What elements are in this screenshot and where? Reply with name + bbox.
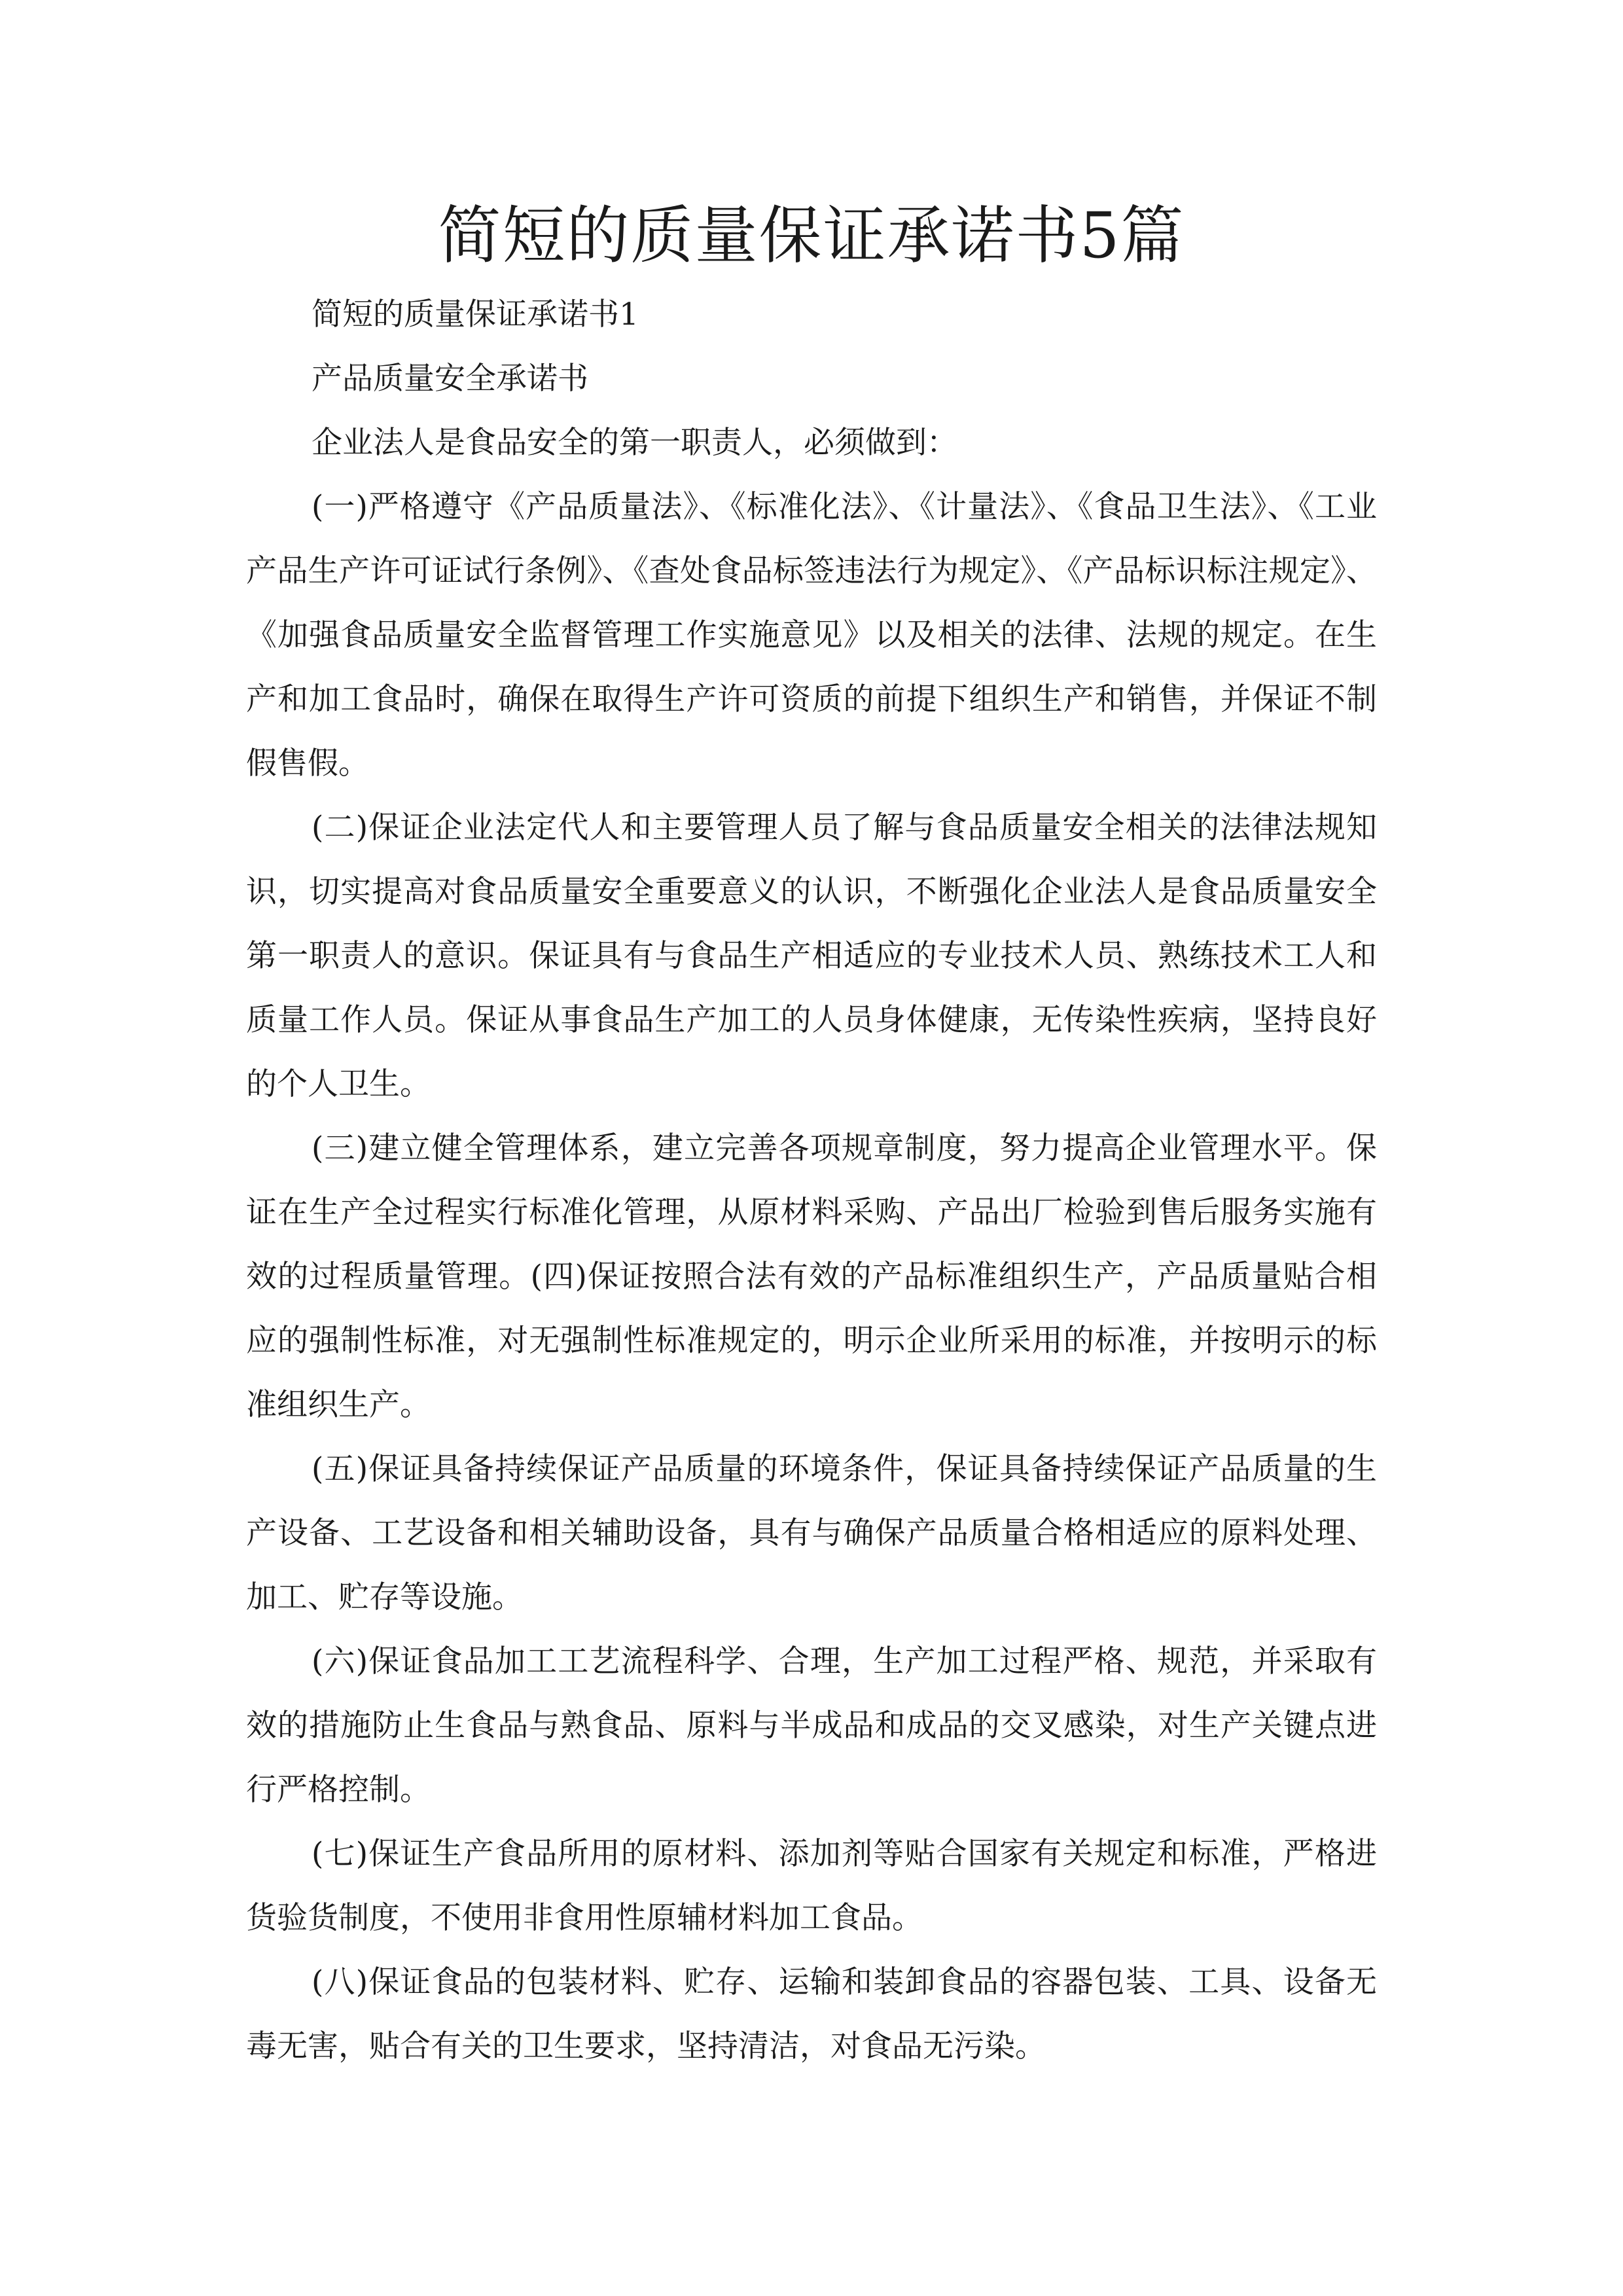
section-heading: 简短的质量保证承诺书1 [312, 296, 639, 332]
paragraph-2: (二)保证企业法定代人和主要管理人员了解与食品质量安全相关的法律法规知识，切实提高对食品质量安全重要意义的认识，不断强化企业法人是食品质量安全第一职责人的意识。保证具有与食品生产相适应的专业技术人员、熟练技术工人和质量工作人员。保证从事食品生产加工的人员身体健康，无传染性疾病，坚持良好的个人卫生。 [246, 810, 1377, 1102]
intro-text: 企业法人是食品安全的第一职责人，必须做到： [312, 425, 957, 461]
paragraph-1: (一)严格遵守《产品质量法》、《标准化法》、《计量法》、《食品卫生法》、《工业产品生产许可证试行条例》、《查处食品标签违法行为规定》、《产品标识标注规定》、《加强食品质量安全监督管理工作实施意见》以及相关的法律、法规的规定。在生产和加工食品时，确保在取得生产许可资质的前提下组织生产和销售，并保证不制假售假。 [246, 489, 1377, 781]
paragraph-8: (八)保证食品的包装材料、贮存、运输和装卸食品的容器包装、工具、设备无毒无害，贴合有关的卫生要求，坚持清洁，对食品无污染。 [246, 1964, 1377, 2064]
document-body [246, 283, 1377, 2079]
paragraph-3: (三)建立健全管理体系，建立完善各项规章制度，努力提高企业管理水平。保证在生产全过程实行标准化管理，从原材料采购、产品出厂检验到售后服务实施有效的过程质量管理。(四)保证按照合法有效的产品标准组织生产，产品质量贴合相应的强制性标准，对无强制性标准规定的，明示企业所采用的标准，并按明示的标准组织生产。 [246, 1130, 1377, 1423]
paragraph-7: (七)保证生产食品所用的原材料、添加剂等贴合国家有关规定和标准，严格进货验货制度，不使用非食用性原辅材料加工食品。 [246, 1836, 1377, 1936]
subheading: 产品质量安全承诺书 [312, 361, 588, 397]
document-title: 简短的质量保证承诺书5篇 [438, 199, 1185, 272]
paragraph-6: (六)保证食品加工工艺流程科学、合理，生产加工过程严格、规范，并采取有效的措施防止生食品与熟食品、原料与半成品和成品的交叉感染，对生产关键点进行严格控制。 [246, 1643, 1377, 1808]
paragraph-5: (五)保证具备持续保证产品质量的环境条件，保证具备持续保证产品质量的生产设备、工艺设备和相关辅助设备，具有与确保产品质量合格相适应的原料处理、加工、贮存等设施。 [246, 1451, 1377, 1615]
